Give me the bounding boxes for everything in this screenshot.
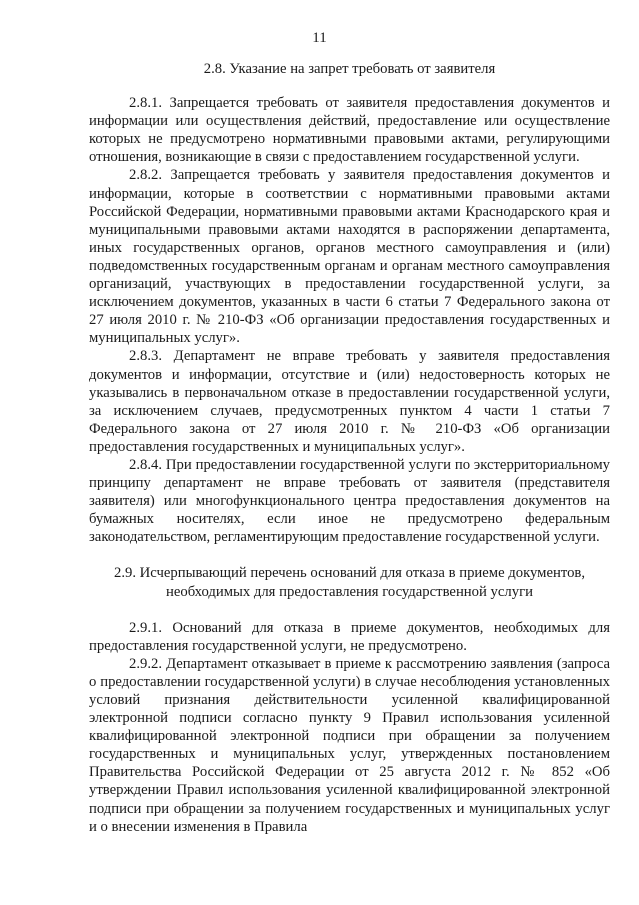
page-number: 11	[312, 30, 327, 46]
paragraph-2-9-1: 2.9.1. Оснований для отказа в приеме документов, необходимых для предоставления государственной услуги, не предусмотрено.	[89, 619, 610, 654]
section-heading-2-9-line2: необходимых для предоставления государственной услуги	[166, 583, 533, 600]
section-heading-2-8: 2.8. Указание на запрет требовать от заявителя	[203, 61, 496, 77]
paragraph-2-8-4: 2.8.4. При предоставлении государственной услуги по экстерриториальному принципу департамент не вправе требовать от заявителя (представителя заявителя) или многофункционального центра предоставления документов на бумажных носителях, если иное не предусмотрено федеральным законодательством, регламентирующим предоставление государственной услуги.	[89, 456, 610, 546]
paragraph-2-8-1: 2.8.1. Запрещается требовать от заявителя предоставления документов и информации или осуществления действий, предоставление или осуществление которых не предусмотрено нормативными правовыми актами, регулирующими отношения, возникающие в связи с предоставлением государственной услуги.	[89, 95, 610, 166]
paragraph-2-9-2: 2.9.2. Департамент отказывает в приеме к рассмотрению заявления (запроса о предоставлении государственной услуги) в случае несоблюдения установленных условий признания действительности усиленной квалифицированной электронной подписи согласно пункту 9 Правил использования усиленной квалифицированной электронной подписи при обращении за получением государственных и муниципальных услуг, утвержденных постановлением Правительства Российской Федерации от 25 августа 2012 г. № 852 «Об утверждении Правил использования усиленной квалифицированной электронной подписи при обращении за получением государственных и муниципальных услуг и о внесении изменения в Правила	[89, 655, 610, 835]
section-heading-2-9-line1: 2.9. Исчерпывающий перечень оснований для отказа в приеме документов,	[113, 565, 586, 582]
paragraph-2-8-2: 2.8.2. Запрещается требовать у заявителя предоставления документов и информации, которые в соответствии с нормативными правовыми актами Российской Федерации, нормативными правовыми актами Краснодарского края и муниципальными правовыми актами находятся в распоряжении департамента, иных государственных органов, органов местного самоуправления и (или) подведомственных государственным органам и органам местного самоуправления организаций, участвующих в предоставлении государственной услуги, за исключением документов, указанных в части 6 статьи 7 Федерального закона от 27 июля 2010 г. № 210-ФЗ «Об организации предоставления государственных и муниципальных услуг».	[89, 167, 610, 347]
paragraph-2-8-3: 2.8.3. Департамент не вправе требовать у заявителя предоставления документов и информации, отсутствие и (или) недостоверность которых не указывались в первоначальном отказе в предоставлении государственной услуги, за исключением случаев, предусмотренных пунктом 4 части 1 статьи 7 Федерального закона от 27 июля 2010 г. № 210-ФЗ «Об организации предоставления государственных и муниципальных услуг».	[89, 348, 610, 455]
section-heading-2-9	[85, 564, 614, 600]
document-body	[89, 60, 610, 836]
